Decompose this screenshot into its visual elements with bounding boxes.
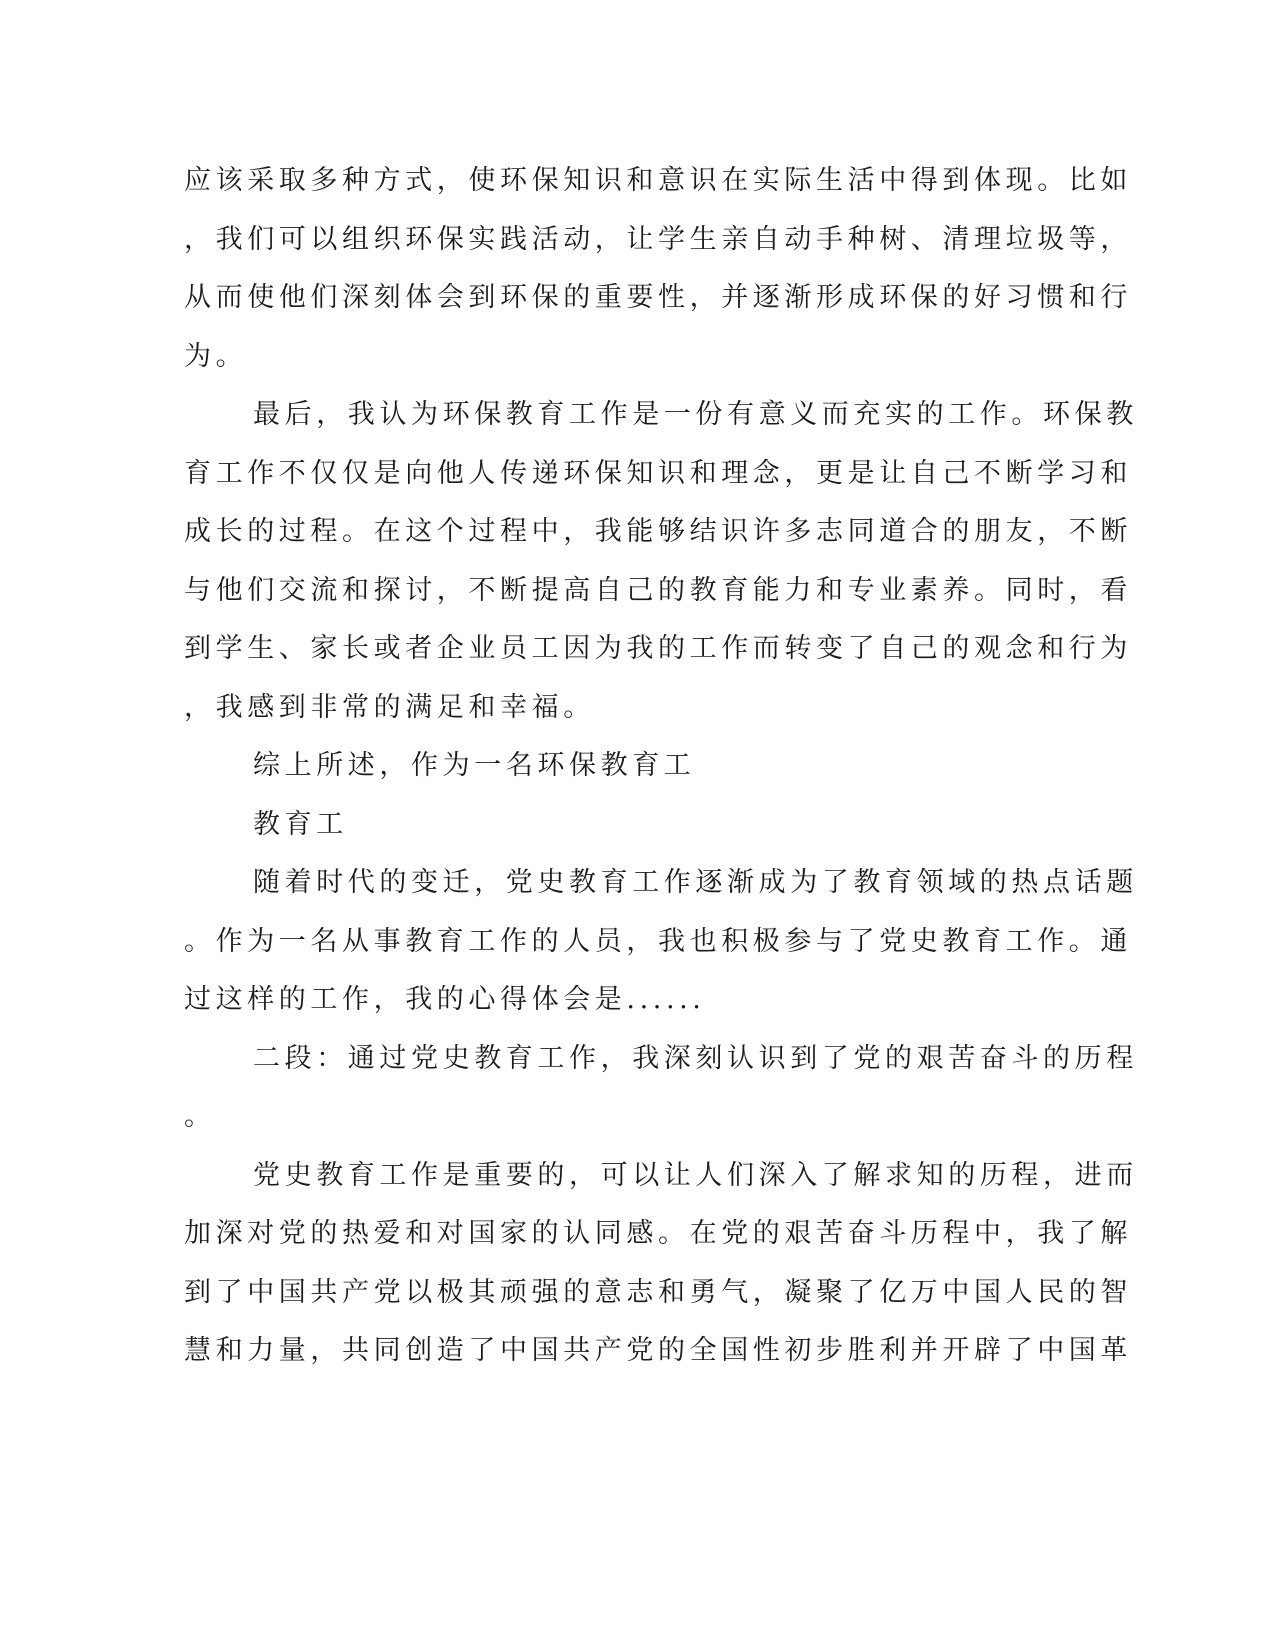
paragraph-first-line: 综上所述，作为一名环保教育工	[253, 750, 696, 781]
text-line: 从而使他们深刻体会到环保的重要性，并逐渐形成环保的好习惯和行	[184, 282, 1132, 313]
text-line: 到了中国共产党以极其顽强的意志和勇气，凝聚了亿万中国人民的智	[184, 1277, 1132, 1308]
paragraph-first-line: 二段：通过党史教育工作，我深刻认识到了党的艰苦奋斗的历程	[253, 1043, 1138, 1074]
text-line: 过这样的工作，我的心得体会是......	[184, 984, 706, 1015]
paragraph-first-line: 最后，我认为环保教育工作是一份有意义而充实的工作。环保教	[253, 399, 1138, 430]
text-line: ，我感到非常的满足和幸福。	[184, 692, 595, 723]
text-line: 慧和力量，共同创造了中国共产党的全国性初步胜利并开辟了中国革	[184, 1335, 1132, 1366]
text-line: 。	[184, 1101, 216, 1132]
text-line: 育工作不仅仅是向他人传递环保知识和理念，更是让自己不断学习和	[184, 458, 1132, 489]
text-line: 为。	[184, 341, 248, 372]
text-line: 成长的过程。在这个过程中，我能够结识许多志同道合的朋友，不断	[184, 516, 1132, 547]
paragraph-first-line: 随着时代的变迁，党史教育工作逐渐成为了教育领域的热点话题	[253, 867, 1138, 898]
text-line: 到学生、家长或者企业员工因为我的工作而转变了自己的观念和行为	[184, 633, 1132, 664]
paragraph-first-line: 教育工	[253, 809, 348, 840]
text-line: 应该采取多种方式，使环保知识和意识在实际生活中得到体现。比如	[184, 165, 1132, 196]
text-line: 与他们交流和探讨，不断提高自己的教育能力和专业素养。同时，看	[184, 575, 1132, 606]
text-line: 加深对党的热爱和对国家的认同感。在党的艰苦奋斗历程中，我了解	[184, 1218, 1132, 1249]
paragraph-first-line: 党史教育工作是重要的，可以让人们深入了解求知的历程，进而	[253, 1160, 1138, 1191]
text-line: 。作为一名从事教育工作的人员，我也积极参与了党史教育工作。通	[184, 926, 1132, 957]
text-line: ，我们可以组织环保实践活动，让学生亲自动手种树、清理垃圾等，	[184, 224, 1132, 255]
